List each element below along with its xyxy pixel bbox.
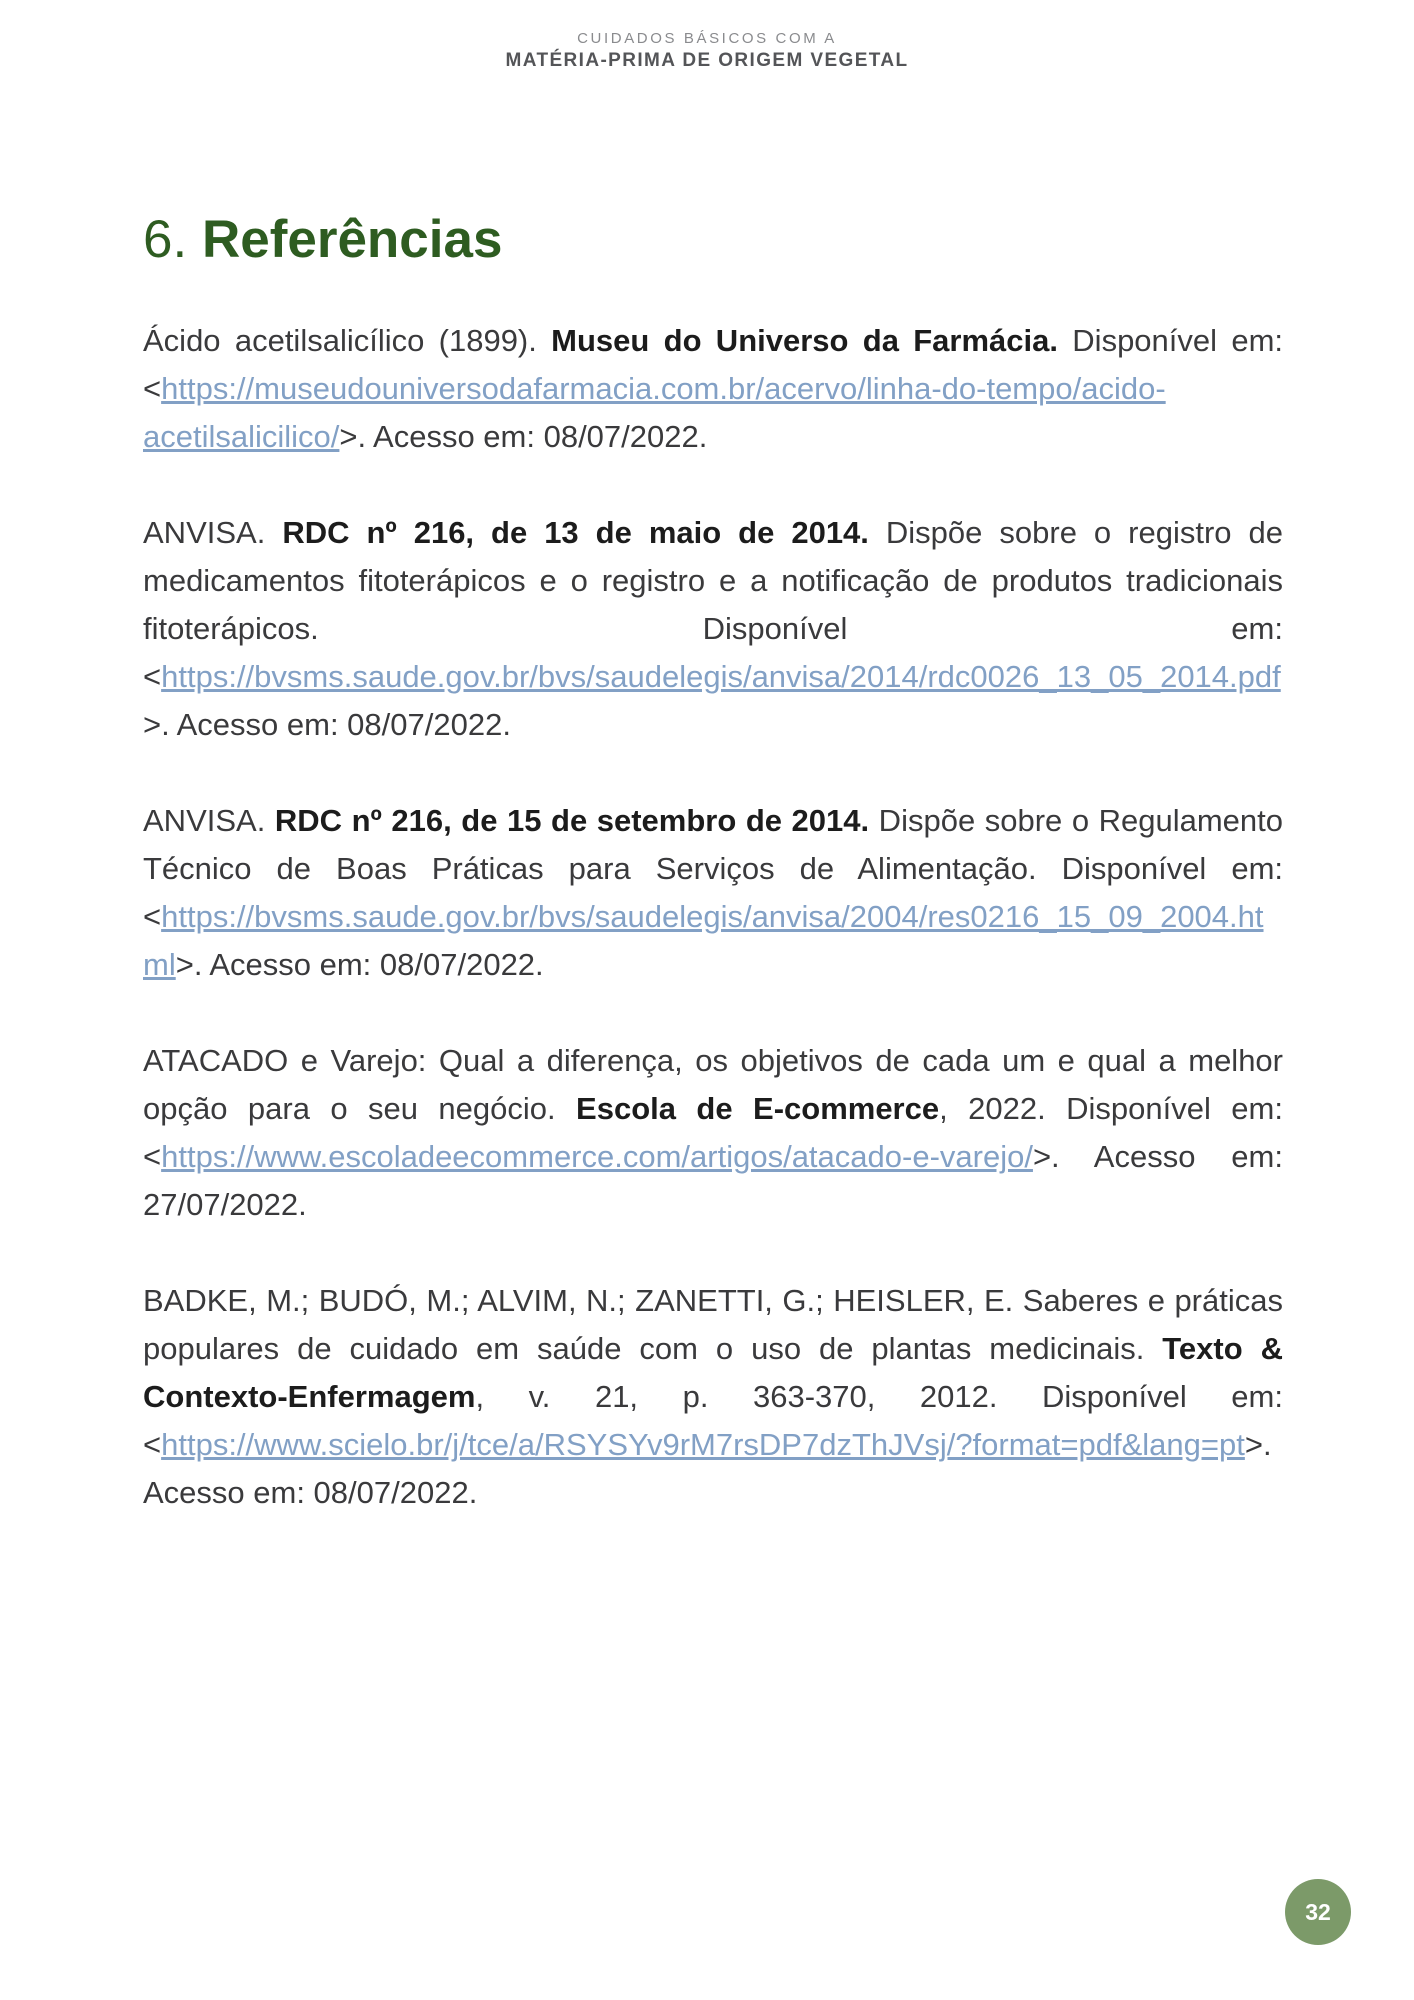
page-title <box>143 210 1283 271</box>
reference-work-title: Museu do Universo da Farmácia. <box>551 322 1058 358</box>
reference-text: >. Acesso em: 08/07/2022. <box>339 418 708 454</box>
reference-text: >. Acesso em: 08/07/2022. <box>143 706 511 742</box>
reference-link[interactable]: https://bvsms.saude.gov.br/bvs/saudelegis/anvisa/2004/res0216_15_09_2004.html <box>143 898 1264 982</box>
section-title: Referências <box>201 210 503 269</box>
reference-text: Disponível em: < <box>143 322 1284 406</box>
section-number: 6. <box>143 210 188 269</box>
page-header <box>0 0 1414 72</box>
reference-text: BADKE, M.; BUDÓ, M.; ALVIM, N.; ZANETTI, G.; HEISLER, E. Saberes e práticas populares de cuidado em saúde com o uso de plantas medicinais. <box>143 1282 1283 1366</box>
reference-work-title: Texto & Contexto-Enfermagem <box>143 1330 1283 1414</box>
reference-work-title: RDC nº 216, de 13 de maio de 2014. <box>282 514 869 550</box>
reference-link[interactable]: https://bvsms.saude.gov.br/bvs/saudelegis/anvisa/2014/rdc0026_13_05_2014.pdf <box>161 658 1281 694</box>
reference-entry <box>143 509 1283 749</box>
reference-link[interactable]: https://www.scielo.br/j/tce/a/RSYSYv9rM7rsDP7dzThJVsj/?format=pdf&lang=pt <box>161 1426 1245 1462</box>
header-booklet-title: MATÉRIA-PRIMA DE ORIGEM VEGETAL <box>505 50 909 71</box>
reference-text: , v. 21, p. 363-370, 2012. Disponível em: < <box>143 1378 1283 1462</box>
reference-text: >. Acesso em: 27/07/2022. <box>143 1138 1283 1222</box>
reference-link[interactable]: https://www.escoladeecommerce.com/artigos/atacado-e-varejo/ <box>161 1138 1033 1174</box>
reference-text: Ácido acetilsalicílico (1899). <box>143 322 552 358</box>
reference-text: ATACADO e Varejo: Qual a diferença, os objetivos de cada um e qual a melhor opção para o seu negócio. <box>143 1042 1283 1126</box>
reference-entry <box>143 317 1283 461</box>
reference-entry <box>143 1037 1283 1229</box>
references-list <box>143 317 1283 1517</box>
reference-entry <box>143 1277 1283 1517</box>
reference-text: >. Acesso em: 08/07/2022. <box>175 946 544 982</box>
reference-link[interactable]: https://museudouniversodafarmacia.com.br/acervo/linha-do-tempo/acido-acetilsalicilico/ <box>143 370 1166 454</box>
reference-text: ANVISA. <box>143 802 275 838</box>
reference-entry <box>143 797 1283 989</box>
reference-text: Dispõe sobre o Regulamento Técnico de Boas Práticas para Serviços de Alimentação. Disponível em: < <box>143 802 1284 934</box>
reference-work-title: RDC nº 216, de 15 de setembro de 2014. <box>274 802 870 838</box>
page-number-badge: 32 <box>1285 1879 1351 1945</box>
reference-text: >. Acesso em: 08/07/2022. <box>143 1426 1272 1510</box>
reference-text: ANVISA. <box>143 514 283 550</box>
header-booklet-series: CUIDADOS BÁSICOS COM A <box>577 30 837 47</box>
reference-text: , 2022. Disponível em: < <box>143 1090 1283 1174</box>
reference-work-title: Escola de E-commerce <box>576 1090 940 1126</box>
reference-text: Dispõe sobre o registro de medicamentos fitoterápicos e o registro e a notificação de produtos tradicionais fitoterápicos. Disponível em: < <box>143 514 1283 694</box>
